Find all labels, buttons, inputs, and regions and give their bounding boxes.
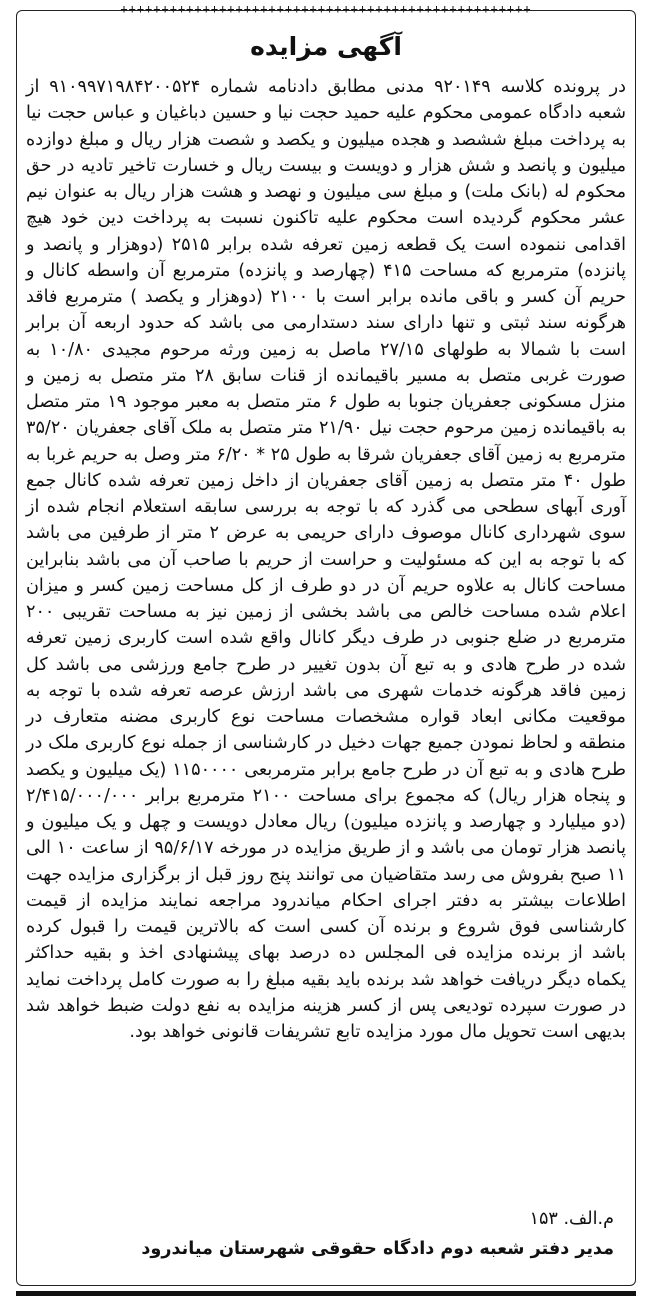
auction-notice-page [14,0,638,1296]
top-plus-rule: ++++++++++++++++++++++++++++++++++++++++++++++++++ [120,2,532,16]
notice-title: آگهی مزایده [250,32,402,61]
notice-signature: مدیر دفتر شعبه دوم دادگاه حقوقی شهرستان میاندرود [141,1239,614,1259]
bottom-rule [16,1291,636,1296]
notice-body: در پرونده کلاسه ۹۲۰۱۴۹ مدنی مطابق دادنامه شماره ۹۱۰۹۹۷۱۹۸۴۲۰۰۵۲۴ از شعبه دادگاه عمومی محکوم علیه حمید حجت نیا و حسین دباغیان و عباس حجت نیا به پرداخت مبلغ ششصد و هجده میلیون و یکصد و شصت هزار ریال و مبلغ دوازده میلیون و پانصد و شش هزار و دویست و بیست ریال و خسارت تاخیر تادیه در حق محکوم له (بانک ملت) و مبلغ سی میلیون و نهصد و هشت هزار ریال به عنوان نیم عشر محکوم گردیده است محکوم علیه تاکنون نسبت به پرداخت دین خود هیچ اقدامی ننموده است یک قطعه زمین تعرفه شده برابر ۲۵۱۵ (دوهزار و پانصد و پانزده) مترمربع که مساحت ۴۱۵ (چهارصد و پانزده) مترمربع آن واسطه کانال و حریم آن کسر و باقی مانده برابر است با ۲۱۰۰ (دوهزار و یکصد ) مترمربع فاقد هرگونه سند ثبتی و تنها دارای سند دستدارمی می باشد که حدود اربعه آن برابر است با شمالا به طولهای ۲۷/۱۵ ماصل به زمین ورثه مرحوم مجیدی ۱۰/۸۰ به صورت غربی متصل به مسیر باقیمانده از قنات سابق ۲۸ متر متصل به زمین و منزل مسکونی جعفریان جنوبا به طول ۶ متر متصل به معبر موجود ۱۹ متر متصل به باقیمانده زمین مرحوم حجت نیل ۲۱/۹۰ متر متصل به ملک آقای جعفریان ۳۵/۲۰ مترمربع به زمین آقای جعفریان شرقا به طول ۲۵ * ۶/۲۰ متر وصل به حریم غربا به طول ۴۰ متر متصل به زمین آقای جعفریان از داخل زمین تعرفه شده کانال جمع آوری آبهای سطحی می گذرد که با توجه به بررسی سابقه استعلام انجام شده از سوی شهرداری کانال موصوف دارای حریمی به عرض ۲ متر از طرفین می باشد که با توجه به این که مسئولیت و حراست از حریم با صاحب آن می باشد بنابراین مساحت کانال به علاوه حریم آن در دو طرف از کل مساحت زمین کسر و میزان اعلام شده مساحت خالص می باشد بخشی از زمین نیز به مساحت تقریبی ۲۰۰ مترمربع در ضلع جنوبی در طرف دیگر کانال واقع شده است کاربری زمین تعرفه شده در طرح هادی و به تبع آن بدون تغییر در طرح جامع ورزشی می باشد کل زمین فاقد هرگونه خدمات شهری می باشد ارزش عرصه تعرفه شده با توجه به موقعیت مکانی ابعاد قواره مشخصات مساحت نوع کاربری مضنه متعارف در منطقه و لحاظ نمودن جمیع جهات دخیل در کارشناسی از جمله نوع کاربری ملک در طرح هادی و به تبع آن در طرح جامع برابر مترمربعی ۱۱۵۰۰۰۰ (یک میلیون و یکصد و پنجاه هزار ریال) که مجموع برای مساحت ۲۱۰۰ مترمربع برابر ۲/۴۱۵/۰۰۰/۰۰۰ (دو میلیارد و چهارصد و پانزده میلیون) ریال معادل دویست و چهل و یک میلیون و پانصد هزار تومان می باشد و از طریق مزایده در مورخه ۹۵/۶/۱۷ از ساعت ۱۰ الی ۱۱ صبح بفروش می رسد متقاضیان می توانند پنج روز قبل از برگزاری مزایده جهت اطلاعات بیشتر به دفتر اجرای احکام میاندرود مراجعه نمایند مزایده از قیمت کارشناسی فوق شروع و برنده آن کسی است که بالاترین قیمت را قبول کرده باشد از برنده مزایده فی المجلس ده درصد بهای پیشنهادی اخذ و بقیه حداکثر یکماه دیگر دریافت خواهد شد برنده باید بقیه مبلغ را به صورت کامل پرداخت نماید در صورت سپرده تودیعی پس از کسر هزینه مزایده به نفع دولت ضبط خواهد شد بدیهی است تحویل مال مورد مزایده تابع تشریفات قانونی خواهد بود. [26,77,627,1042]
notice-reference-number: م.الف. ۱۵۳ [529,1209,614,1229]
